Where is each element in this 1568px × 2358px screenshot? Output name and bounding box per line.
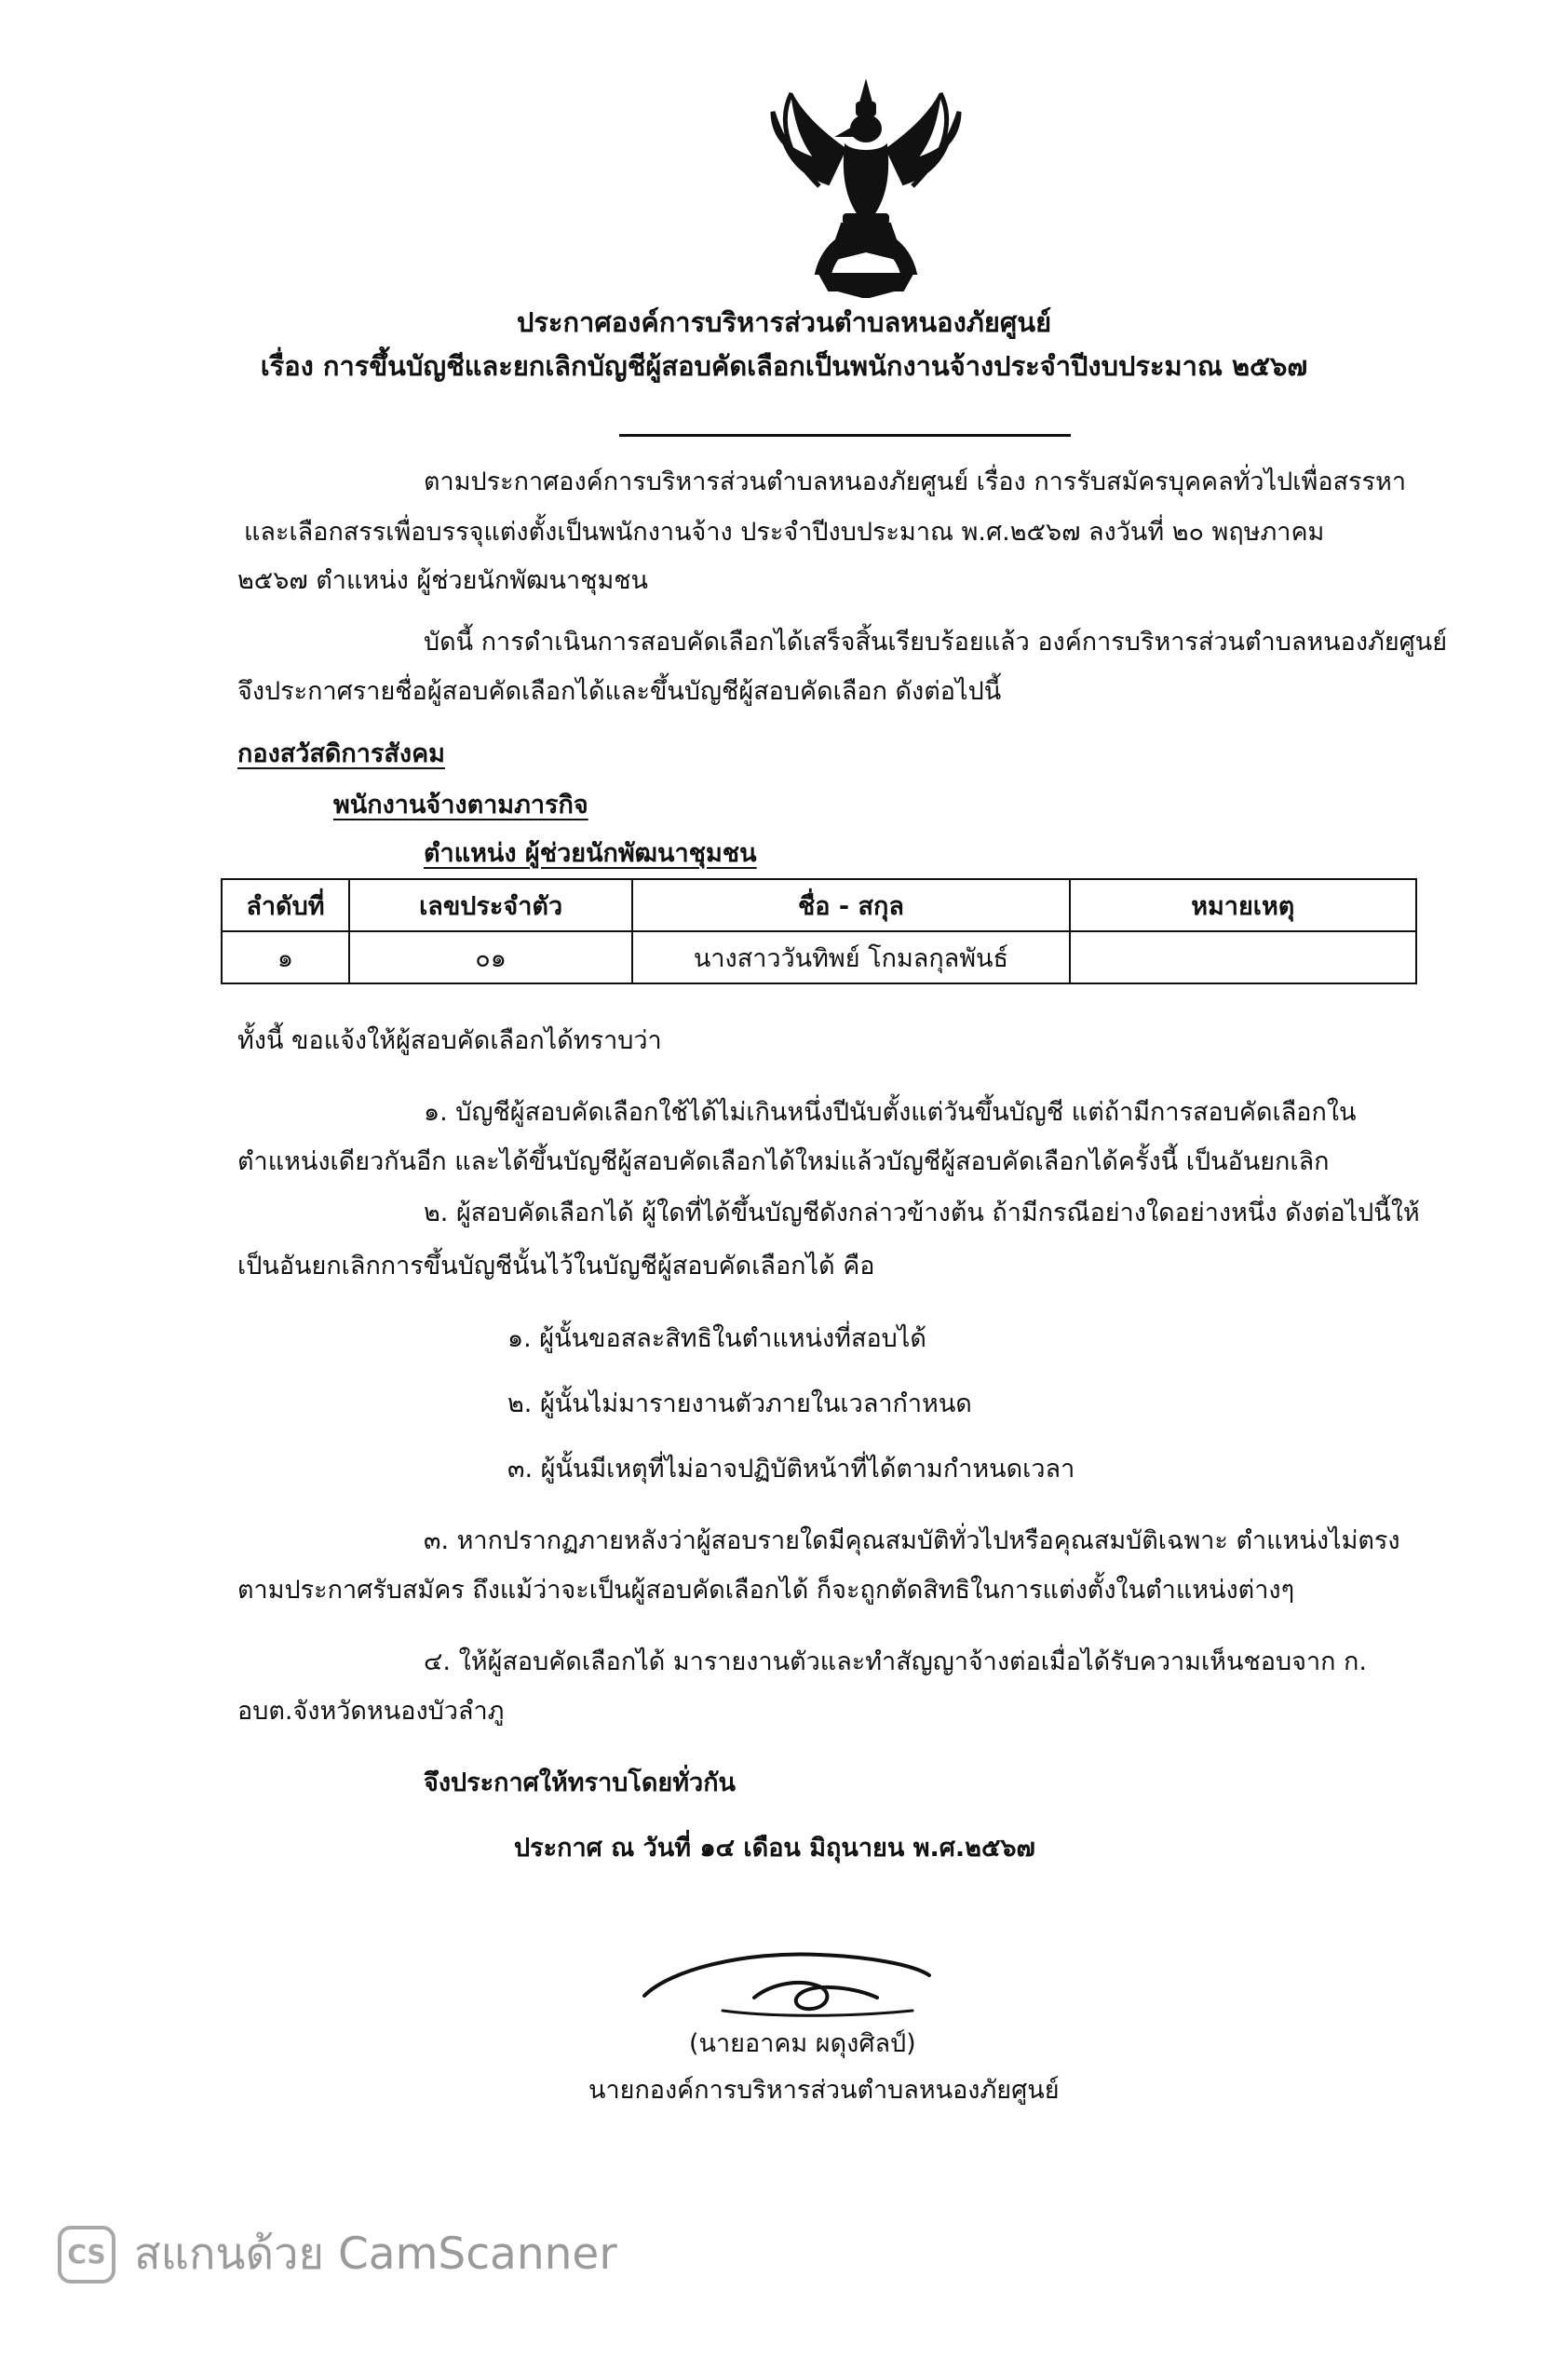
- condition4-line2: อบต.จังหวัดหนองบัวลำภู: [237, 1697, 505, 1726]
- col-header-order: ลำดับที่: [222, 879, 349, 931]
- handwritten-signature: [633, 1942, 940, 2026]
- subitem-3: ๓. ผู้นั้นมีเหตุที่ไม่อาจปฏิบัติหน้าที่ได้ตามกำหนดเวลา: [507, 1455, 1075, 1484]
- garuda-emblem: [764, 75, 968, 298]
- camscanner-logo-icon: CS: [58, 2226, 115, 2283]
- closing-announce: จึงประกาศให้ทราบโดยทั่วกัน: [424, 1768, 736, 1797]
- camscanner-text: สแกนด้วย CamScanner: [134, 2229, 617, 2280]
- intro-para1-line2: และเลือกสรรเพื่อบรรจุแต่งตั้งเป็นพนักงานจ้าง ประจำปีงบประมาณ พ.ศ.๒๕๖๗ ลงวันที่ ๒๐ พฤษภาคม: [244, 518, 1325, 547]
- cell-name: นางสาววันทิพย์ โกมลกุลพันธ์: [632, 931, 1069, 983]
- intro-para1-line1: ตามประกาศองค์การบริหารส่วนตำบลหนองภัยศูนย์ เรื่อง การรับสมัครบุคคลทั่วไปเพื่อสรรหา: [424, 468, 1406, 496]
- results-table: [221, 878, 1417, 984]
- condition3-line2: ตามประกาศรับสมัคร ถึงแม้ว่าจะเป็นผู้สอบคัดเลือกได้ ก็จะถูกตัดสิทธิในการแต่งตั้งในตำแหน่งต่างๆ: [237, 1576, 1295, 1605]
- signatory-name: (นายอาคม ผดุงศิลป์): [689, 2029, 916, 2058]
- col-header-id: เลขประจำตัว: [349, 879, 633, 931]
- intro-para2-line2: จึงประกาศรายชื่อผู้สอบคัดเลือกได้และขึ้นบัญชีผู้สอบคัดเลือก ดังต่อไปนี้: [237, 677, 1002, 706]
- cell-id: ๐๑: [349, 931, 633, 983]
- condition2-line2: เป็นอันยกเลิกการขึ้นบัญชีนั้นไว้ในบัญชีผู้สอบคัดเลือกได้ คือ: [237, 1252, 875, 1281]
- table-row: [222, 931, 1416, 983]
- subitem-2: ๒. ผู้นั้นไม่มารายงานตัวภายในเวลากำหนด: [507, 1389, 972, 1418]
- signatory-title: นายกองค์การบริหารส่วนตำบลหนองภัยศูนย์: [588, 2076, 1060, 2105]
- announcement-subject: เรื่อง การขึ้นบัญชีและยกเลิกบัญชีผู้สอบคัดเลือกเป็นพนักงานจ้างประจำปีงบประมาณ ๒๕๖๗: [260, 350, 1308, 382]
- condition1-line1: ๑. บัญชีผู้สอบคัดเลือกใช้ได้ไม่เกินหนึ่งปีนับตั้งแต่วันขึ้นบัญชี แต่ถ้ามีการสอบคัดเลือกใน: [424, 1098, 1357, 1127]
- employee-type-heading: พนักงานจ้างตามภารกิจ: [333, 791, 588, 820]
- condition1-line2: ตำแหน่งเดียวกันอีก และได้ขึ้นบัญชีผู้สอบคัดเลือกได้ใหม่แล้วบัญชีผู้สอบคัดเลือกได้ครั้งนี้ เป็นอันยกเลิก: [237, 1147, 1330, 1176]
- cell-order: ๑: [222, 931, 349, 983]
- division-heading: กองสวัสดิการสังคม: [237, 739, 445, 768]
- position-heading: ตำแหน่ง ผู้ช่วยนักพัฒนาชุมชน: [424, 839, 757, 868]
- col-header-name: ชื่อ - สกุล: [632, 879, 1069, 931]
- col-header-remark: หมายเหตุ: [1070, 879, 1416, 931]
- title-divider: [619, 434, 1071, 437]
- conditions-intro: ทั้งนี้ ขอแจ้งให้ผู้สอบคัดเลือกได้ทราบว่า: [237, 1026, 662, 1055]
- announcement-date: ประกาศ ณ วันที่ ๑๔ เดือน มิถุนายน พ.ศ.๒๕๖๗: [514, 1834, 1035, 1863]
- condition4-line1: ๔. ให้ผู้สอบคัดเลือกได้ มารายงานตัวและทำสัญญาจ้างต่อเมื่อได้รับความเห็นชอบจาก ก.: [424, 1647, 1367, 1676]
- condition2-line1: ๒. ผู้สอบคัดเลือกได้ ผู้ใดที่ได้ขึ้นบัญชีดังกล่าวข้างต้น ถ้ามีกรณีอย่างใดอย่างหนึ่ง ดังต่อไปนี้ให้: [424, 1199, 1420, 1227]
- table-header-row: [222, 879, 1416, 931]
- announcement-title: ประกาศองค์การบริหารส่วนตำบลหนองภัยศูนย์: [516, 306, 1052, 338]
- subitem-1: ๑. ผู้นั้นขอสละสิทธิในตำแหน่งที่สอบได้: [507, 1324, 926, 1353]
- cell-remark: [1070, 931, 1416, 983]
- intro-para2-line1: บัดนี้ การดำเนินการสอบคัดเลือกได้เสร็จสิ้นเรียบร้อยแล้ว องค์การบริหารส่วนตำบลหนองภัยศูนย์: [424, 628, 1448, 657]
- intro-para1-line3: ๒๕๖๗ ตำแหน่ง ผู้ช่วยนักพัฒนาชุมชน: [237, 566, 649, 595]
- condition3-line1: ๓. หากปรากฏภายหลังว่าผู้สอบรายใดมีคุณสมบัติทั่วไปหรือคุณสมบัติเฉพาะ ตำแหน่งไม่ตรง: [424, 1526, 1400, 1555]
